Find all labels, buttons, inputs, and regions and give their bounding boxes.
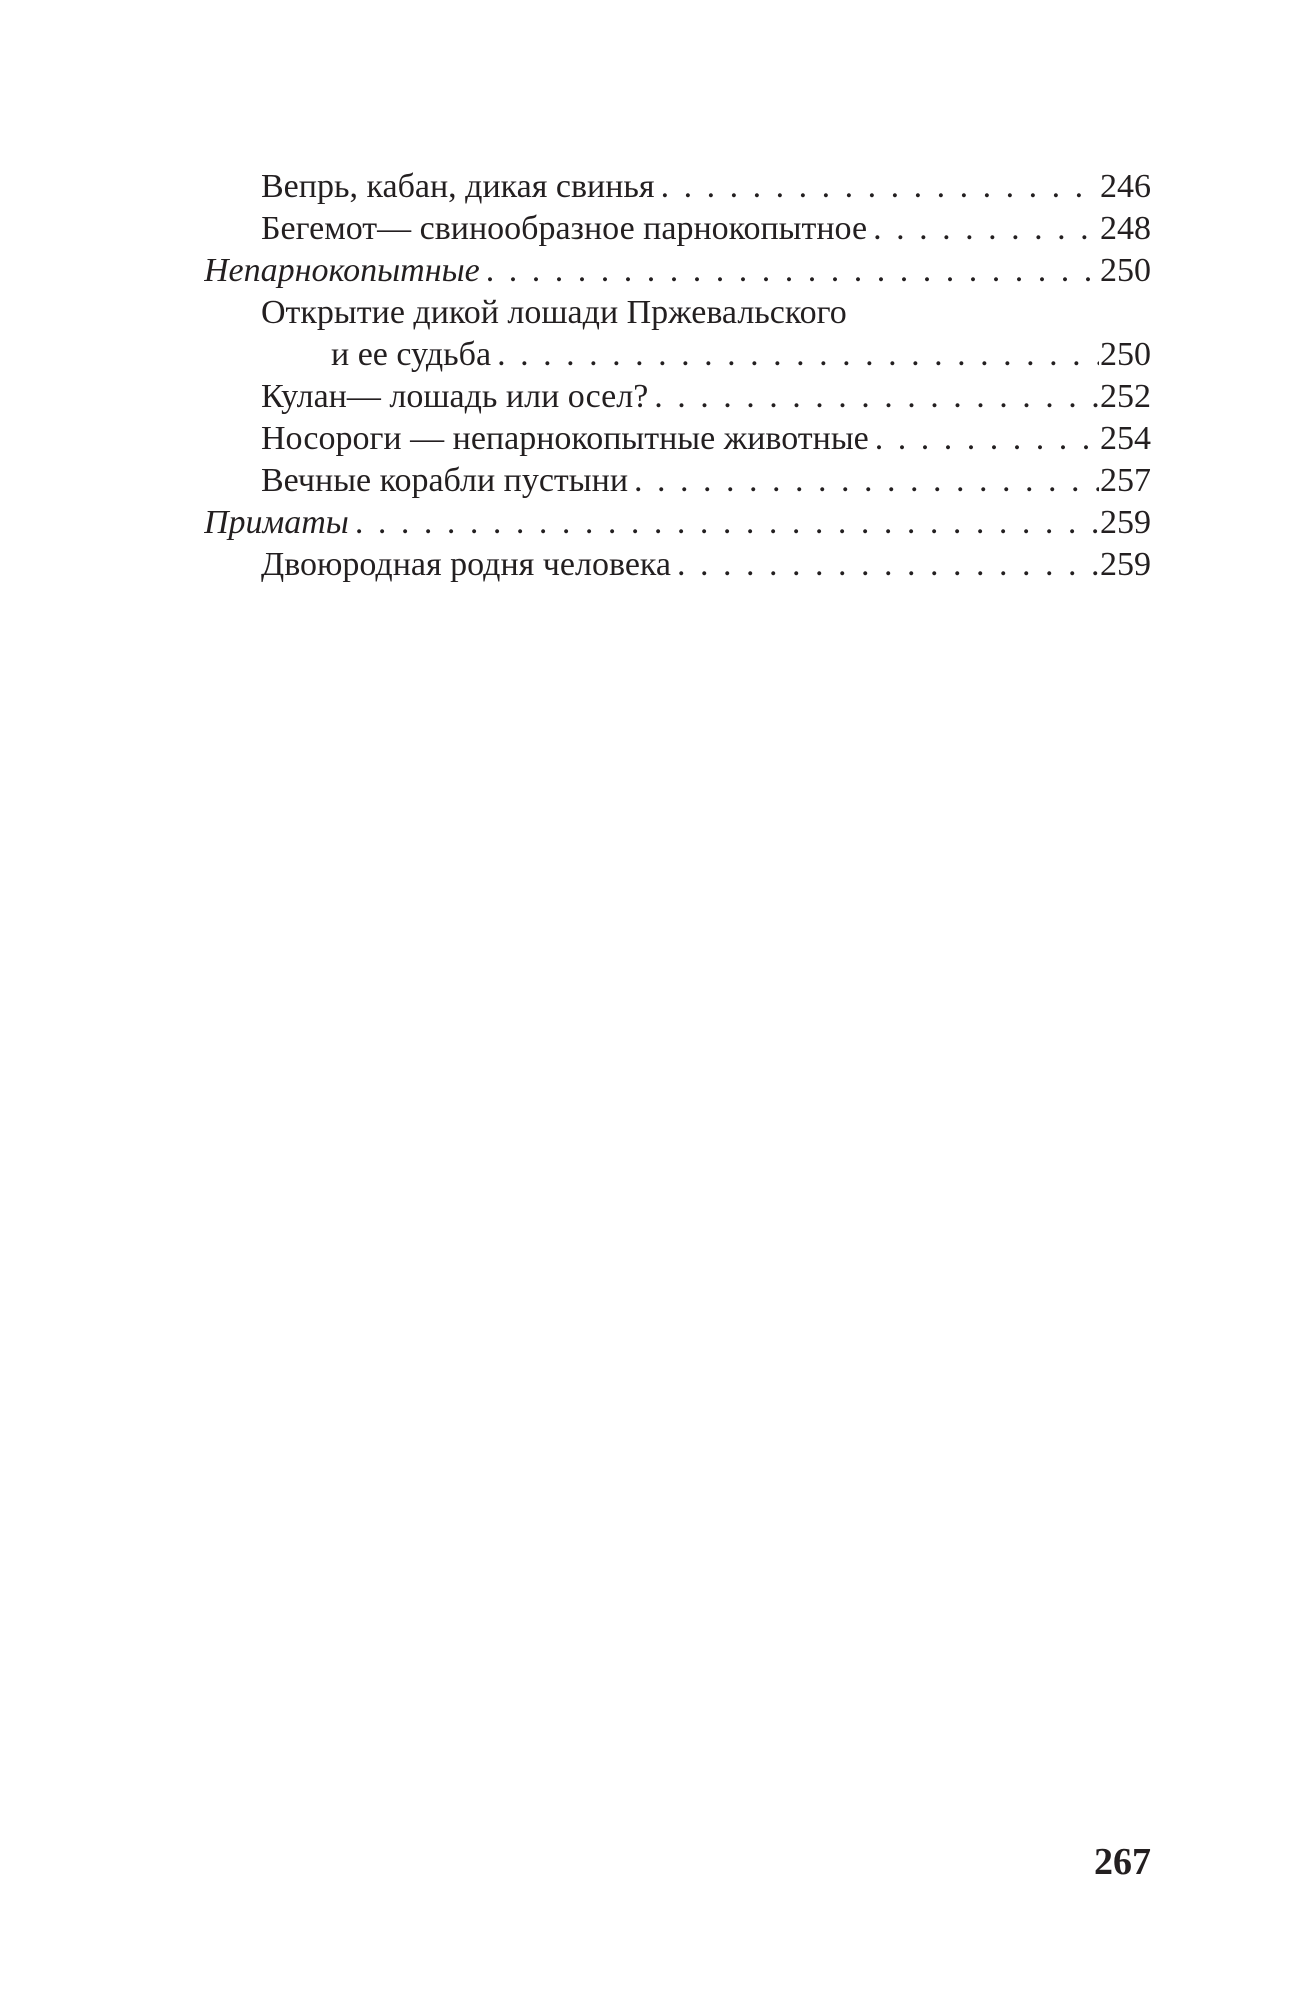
toc-entry-page: 252 <box>1100 378 1151 415</box>
toc-entry-page: 248 <box>1100 210 1151 247</box>
page-number: 267 <box>1094 1841 1151 1883</box>
dot-leader <box>867 208 1099 250</box>
toc-entry-title: Кулан— лошадь или осел? <box>261 378 649 415</box>
toc-entry-page: 254 <box>1100 420 1151 457</box>
dot-leader <box>671 544 1099 586</box>
toc-entry-title: и ее судьба <box>331 336 492 373</box>
toc-entry <box>0 544 1303 586</box>
toc-entry <box>0 166 1303 208</box>
toc-entry <box>0 418 1303 460</box>
toc-entry-title: Открытие дикой лошади Пржевальского <box>261 294 847 331</box>
toc-entry-continuation <box>0 334 1303 376</box>
toc-section-entry <box>0 250 1303 292</box>
toc-entry <box>0 460 1303 502</box>
toc-entry-page: 250 <box>1100 336 1151 373</box>
toc-section-title: Приматы <box>204 504 349 541</box>
dot-leader <box>628 460 1099 502</box>
toc-entry-page: 259 <box>1100 504 1151 541</box>
toc-section-entry <box>0 502 1303 544</box>
dot-leader <box>655 166 1099 208</box>
toc-entry-page: 259 <box>1100 546 1151 583</box>
toc-entry-title: Бегемот— свинообразное парнокопытное <box>261 210 868 247</box>
dot-leader <box>480 250 1099 292</box>
dot-leader <box>869 418 1099 460</box>
toc-entry-page: 246 <box>1100 168 1151 205</box>
toc-entry-title: Вечные корабли пустыни <box>261 462 629 499</box>
toc-entry-page: 257 <box>1100 462 1151 499</box>
toc-entry-title: Носороги — непарнокопытные животные <box>261 420 869 457</box>
toc-entry-page: 250 <box>1100 252 1151 289</box>
toc-entry <box>0 208 1303 250</box>
toc-section-title: Непарнокопытные <box>204 252 480 289</box>
dot-leader <box>648 376 1099 418</box>
toc-entry-title: Вепрь, кабан, дикая свинья <box>261 168 655 205</box>
table-of-contents <box>0 166 1303 586</box>
dot-leader <box>349 502 1099 544</box>
toc-entry-title: Двоюродная родня человека <box>261 546 672 583</box>
toc-entry <box>0 292 1303 334</box>
toc-entry <box>0 376 1303 418</box>
dot-leader <box>491 334 1099 376</box>
